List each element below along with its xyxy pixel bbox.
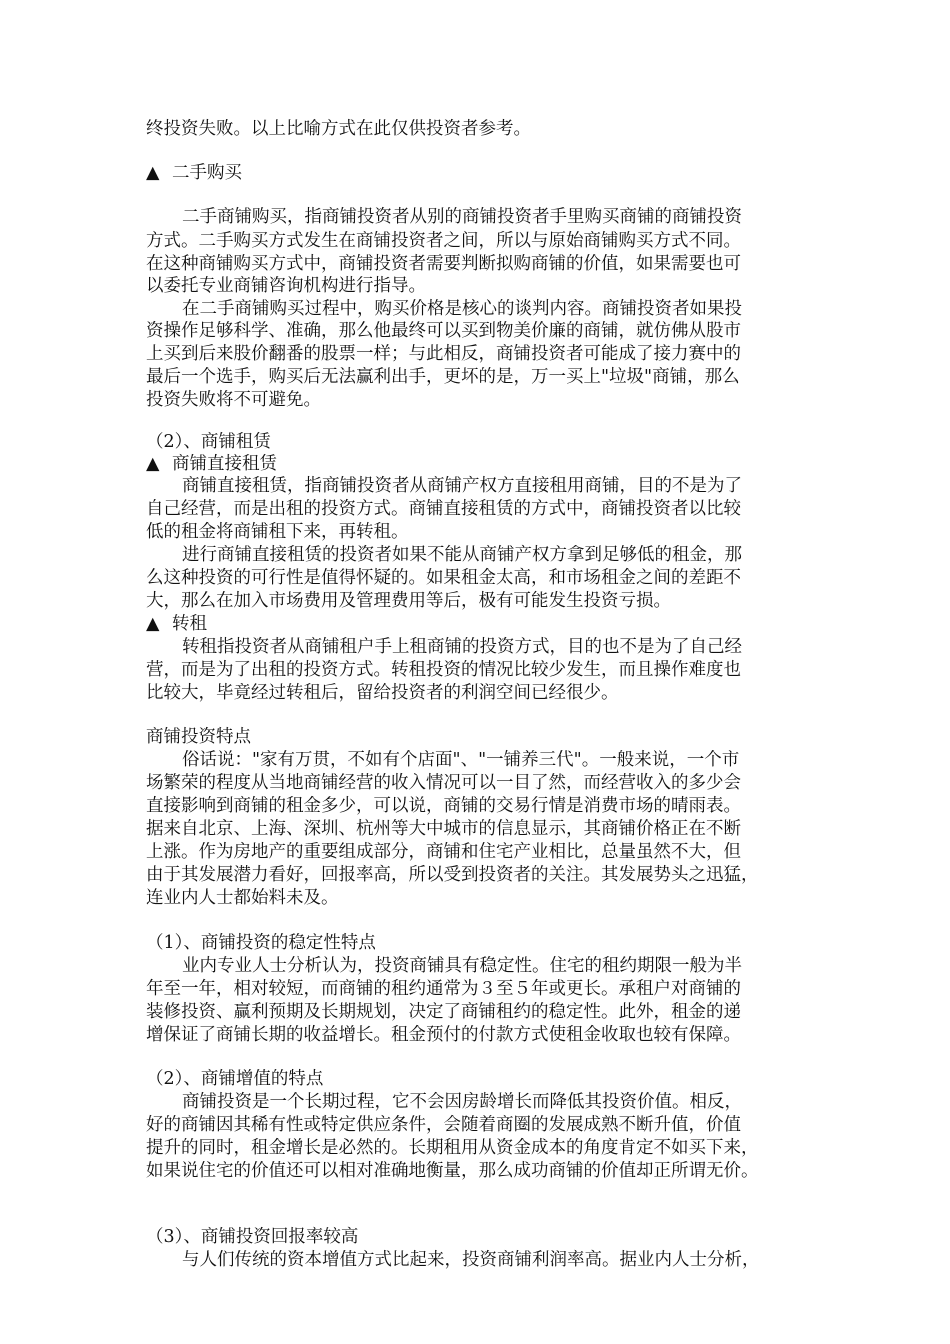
triangle-bullet-icon: ▲ bbox=[146, 454, 160, 474]
paragraph-line: 年至一年，相对较短，而商铺的租约通常为３至５年或更长。承租户对商铺的 bbox=[146, 979, 741, 999]
paragraph-line: 方式。二手购买方式发生在商铺投资者之间，所以与原始商铺购买方式不同。 bbox=[146, 231, 741, 251]
heading-text: 商铺直接租赁 bbox=[172, 454, 277, 474]
paragraph-line: 终投资失败。以上比喻方式在此仅供投资者参考。 bbox=[146, 119, 531, 139]
section-heading-appreciation: （2）、商铺增值的特点 bbox=[146, 1069, 324, 1089]
paragraph-line: 由于其发展潜力看好，回报率高，所以受到投资者的关注。其发展势头之迅猛， bbox=[146, 865, 759, 885]
paragraph-line: 商铺直接租赁，指商铺投资者从商铺产权方直接租用商铺，目的不是为了 bbox=[182, 476, 742, 496]
section-heading-features: 商铺投资特点 bbox=[146, 727, 251, 747]
paragraph-line: 俗话说："家有万贯，不如有个店面"、"一铺养三代"。一般来说，一个市 bbox=[182, 750, 740, 770]
section-heading-return-rate: （3）、商铺投资回报率较高 bbox=[146, 1227, 359, 1247]
paragraph-line: 在这种商铺购买方式中，商铺投资者需要判断拟购商铺的价值，如果需要也可 bbox=[146, 254, 741, 274]
paragraph-line: 直接影响到商铺的租金多少，可以说，商铺的交易行情是消费市场的晴雨表。 bbox=[146, 796, 741, 816]
paragraph-line: 业内专业人士分析认为，投资商铺具有稳定性。住宅的租约期限一般为半 bbox=[182, 956, 742, 976]
paragraph-line: 自己经营，而是出租的投资方式。商铺直接租赁的方式中，商铺投资者以比较 bbox=[146, 499, 741, 519]
paragraph-line: 么这种投资的可行性是值得怀疑的。如果租金太高，和市场租金之间的差距不 bbox=[146, 568, 741, 588]
heading-text: 转租 bbox=[172, 614, 207, 634]
paragraph-line: 营，而是为了出租的投资方式。转租投资的情况比较少发生，而且操作难度也 bbox=[146, 660, 741, 680]
paragraph-line: 二手商铺购买，指商铺投资者从别的商铺投资者手里购买商铺的商铺投资 bbox=[182, 207, 742, 227]
paragraph-line: 低的租金将商铺租下来，再转租。 bbox=[146, 522, 409, 542]
paragraph-line: 比较大，毕竟经过转租后，留给投资者的利润空间已经很少。 bbox=[146, 683, 619, 703]
paragraph-line: 大，那么在加入市场费用及管理费用等后，极有可能发生投资亏损。 bbox=[146, 591, 671, 611]
paragraph-line: 最后一个选手，购买后无法赢利出手，更坏的是，万一买上"垃圾"商铺，那么 bbox=[146, 367, 740, 387]
section-heading-direct-rental bbox=[146, 452, 277, 476]
section-heading-second-hand bbox=[146, 161, 242, 185]
paragraph-line: 上买到后来股价翻番的股票一样；与此相反，商铺投资者可能成了接力赛中的 bbox=[146, 344, 741, 364]
paragraph-line: 投资失败将不可避免。 bbox=[146, 390, 321, 410]
paragraph-line: 以委托专业商铺咨询机构进行指导。 bbox=[146, 276, 426, 296]
paragraph-line: 增保证了商铺长期的收益增长。租金预付的付款方式使租金收取也较有保障。 bbox=[146, 1025, 741, 1045]
section-heading-stability: （1）、商铺投资的稳定性特点 bbox=[146, 933, 376, 953]
paragraph-line: 资操作足够科学、准确，那么他最终可以买到物美价廉的商铺，就仿佛从股市 bbox=[146, 321, 741, 341]
paragraph-line: 转租指投资者从商铺租户手上租商铺的投资方式，目的也不是为了自己经 bbox=[182, 637, 742, 657]
paragraph-line: 与人们传统的资本增值方式比起来，投资商铺利润率高。据业内人士分析， bbox=[182, 1250, 760, 1270]
paragraph-line: 据来自北京、上海、深圳、杭州等大中城市的信息显示，其商铺价格正在不断 bbox=[146, 819, 741, 839]
paragraph-line: 提升的同时，租金增长是必然的。长期租用从资金成本的角度肯定不如买下来， bbox=[146, 1138, 759, 1158]
heading-text: 二手购买 bbox=[172, 163, 242, 183]
section-heading-sublease bbox=[146, 612, 207, 636]
triangle-bullet-icon: ▲ bbox=[146, 163, 160, 183]
paragraph-line: 进行商铺直接租赁的投资者如果不能从商铺产权方拿到足够低的租金，那 bbox=[182, 545, 742, 565]
triangle-bullet-icon: ▲ bbox=[146, 614, 160, 634]
paragraph-line: 如果说住宅的价值还可以相对准确地衡量，那么成功商铺的价值却正所谓无价。 bbox=[146, 1161, 759, 1181]
paragraph-line: 好的商铺因其稀有性或特定供应条件，会随着商圈的发展成熟不断升值，价值 bbox=[146, 1115, 741, 1135]
paragraph-line: 连业内人士都始料未及。 bbox=[146, 888, 339, 908]
paragraph-line: 装修投资、赢利预期及长期规划，决定了商铺租约的稳定性。此外，租金的递 bbox=[146, 1002, 741, 1022]
paragraph-line: 商铺投资是一个长期过程，它不会因房龄增长而降低其投资价值。相反， bbox=[182, 1092, 742, 1112]
paragraph-line: 场繁荣的程度从当地商铺经营的收入情况可以一目了然，而经营收入的多少会 bbox=[146, 773, 741, 793]
paragraph-line: 上涨。作为房地产的重要组成部分，商铺和住宅产业相比，总量虽然不大，但 bbox=[146, 842, 741, 862]
paragraph-line: 在二手商铺购买过程中，购买价格是核心的谈判内容。商铺投资者如果投 bbox=[182, 299, 742, 319]
section-heading-rental: （2）、商铺租赁 bbox=[146, 432, 271, 452]
